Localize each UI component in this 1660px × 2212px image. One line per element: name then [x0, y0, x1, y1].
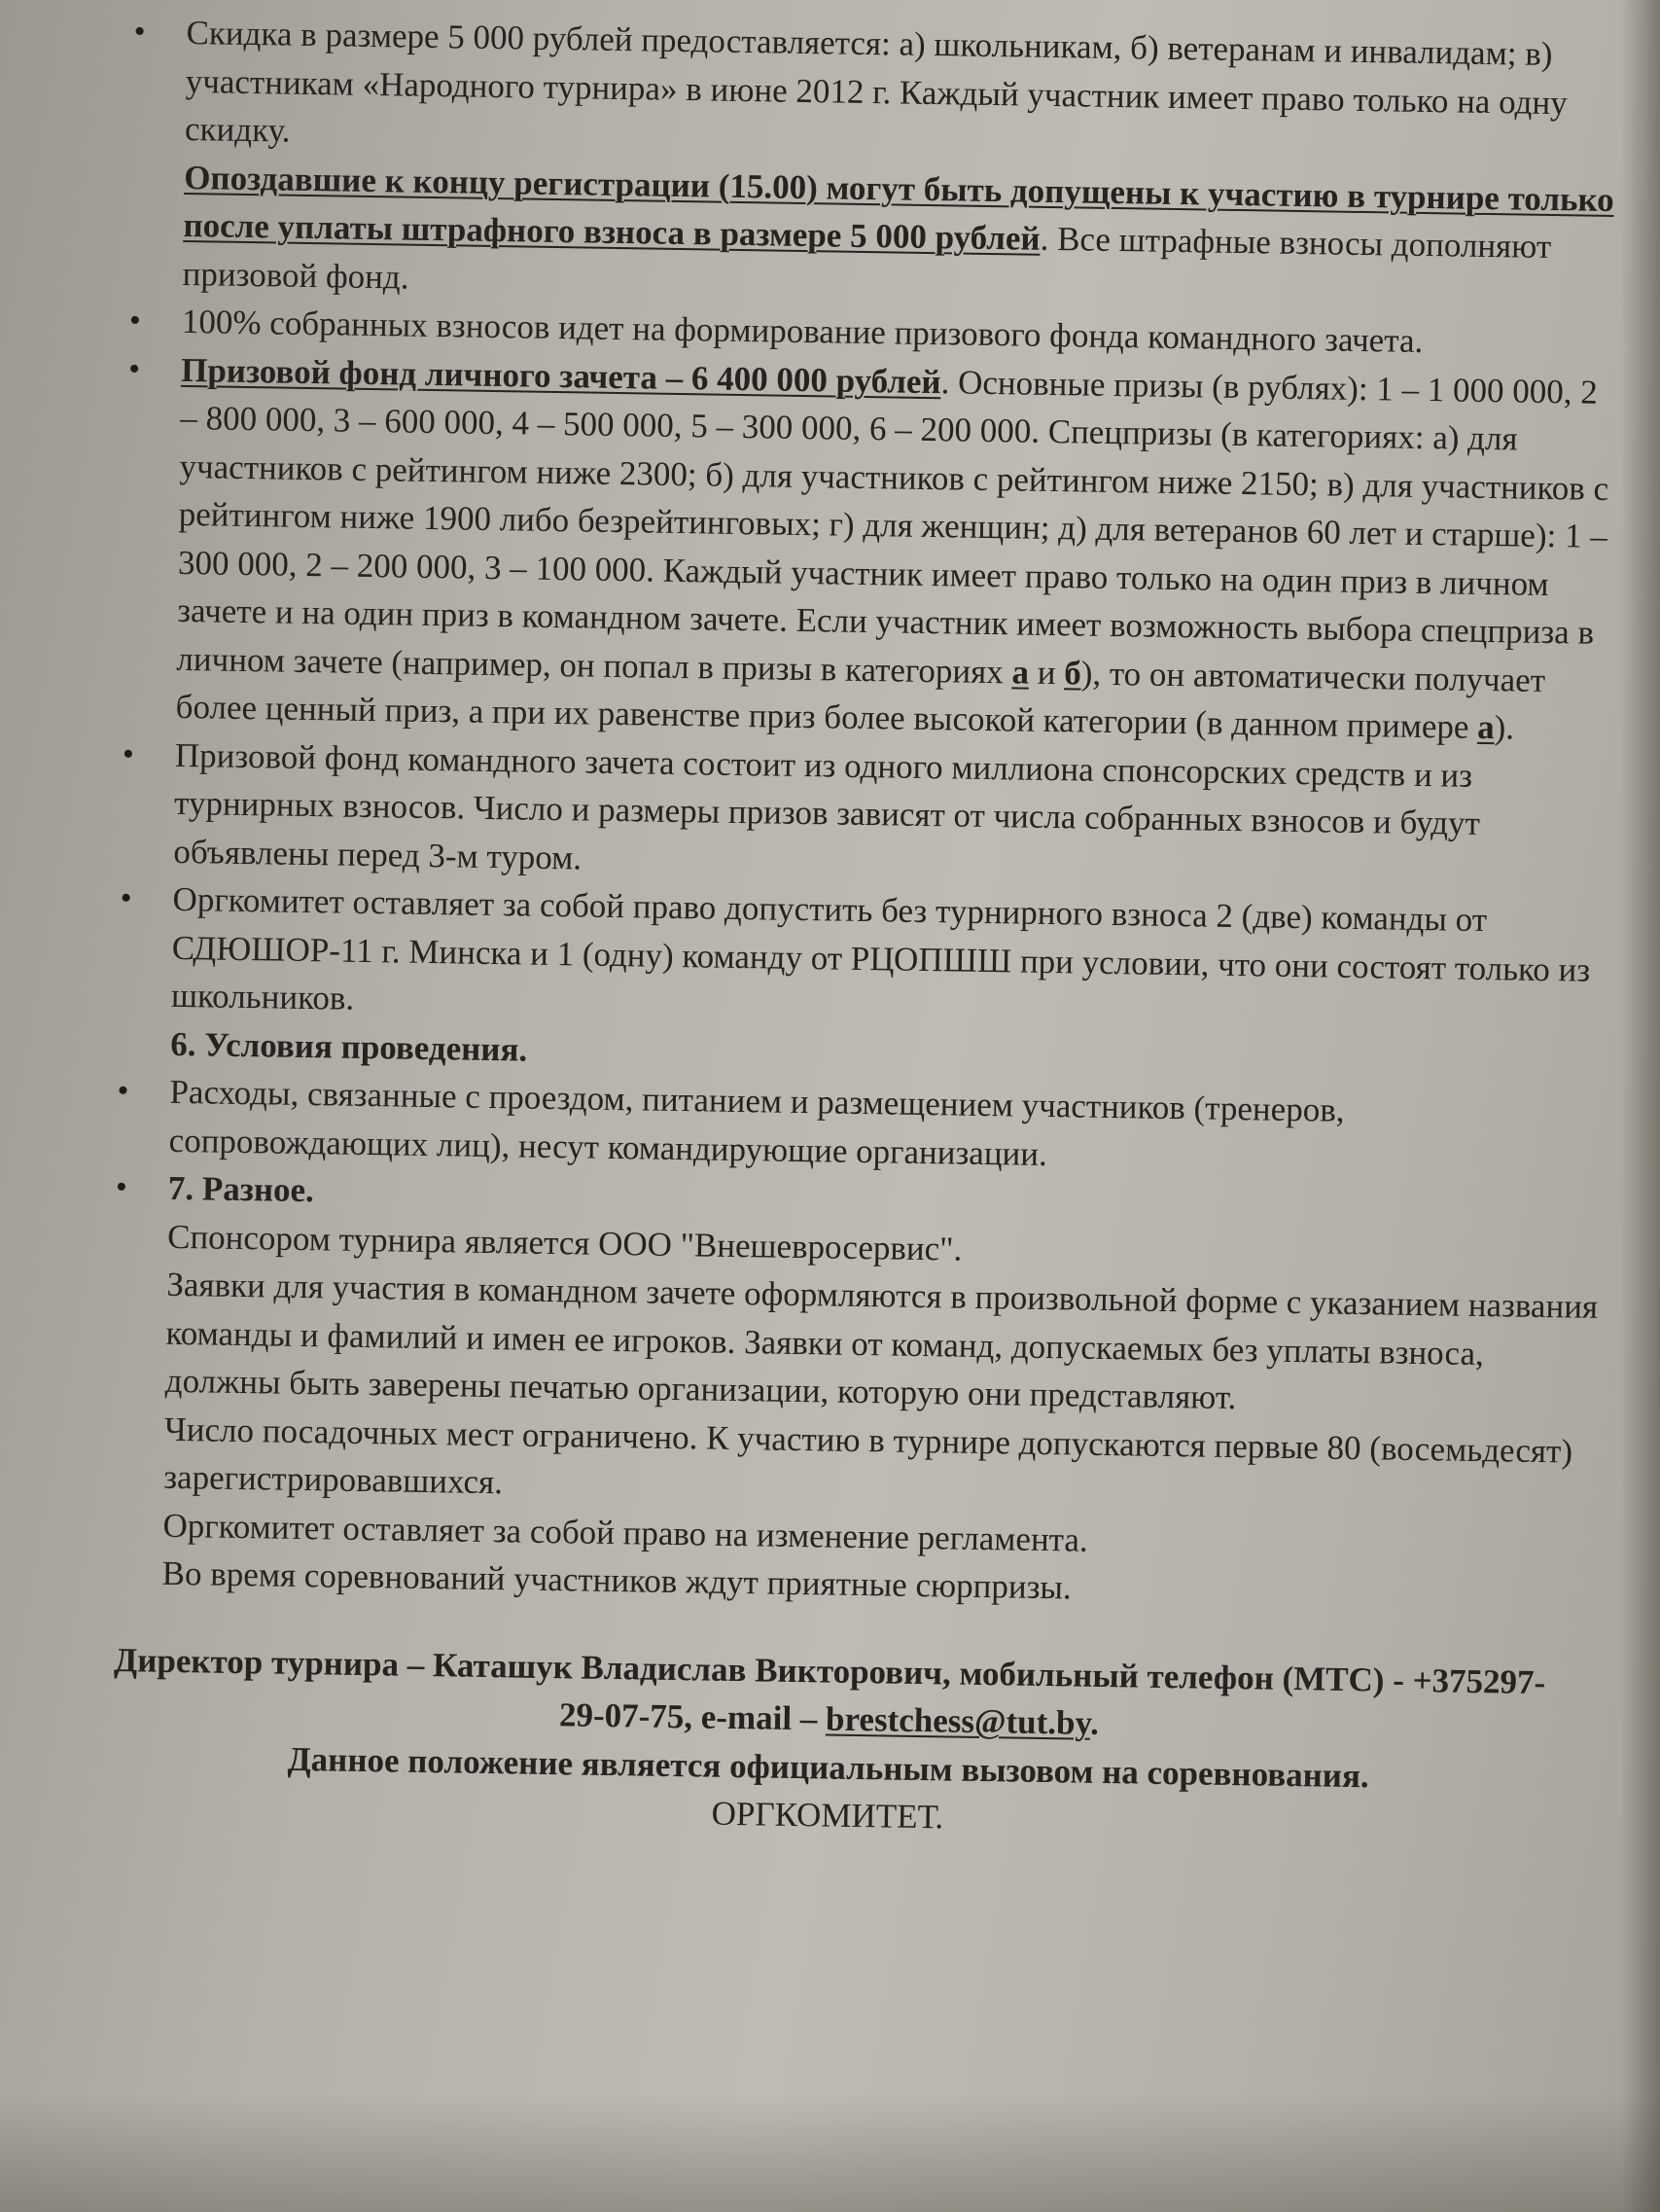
category-a-label: а: [1011, 652, 1030, 692]
seats-text: Число посадочных мест ограничено. К участию в турнире допускаются первые 80 (восемьдесят) зарегистрировавшихся.: [162, 1409, 1573, 1502]
director-text: Директор турнира – Каташук Владислав Викторович, мобильный телефон (МТС) - +375297-29-07-75, e-mail –: [113, 1640, 1546, 1738]
page-edge-shadow: [1621, 0, 1660, 2212]
document-page: [98, 8, 1624, 1851]
official-call-text: Данное положение является официальным вызовом на соревнования.: [287, 1739, 1370, 1795]
list-item-team-prize: [113, 730, 1612, 898]
email-link[interactable]: brestchess@tut.by: [825, 1699, 1091, 1742]
sponsor-text: Спонсором турнира является ООО "Внешевросервис".: [166, 1217, 963, 1268]
page-bottom-shadow: [0, 2095, 1660, 2212]
email-end: .: [1089, 1703, 1100, 1742]
personal-prize-text: [175, 345, 1618, 753]
discount-text: [185, 9, 1624, 176]
team-prize-text: • Призовой фонд командного зачета состоит из одного миллиона спонсорских средств и из турнирных взносов. Число и размеры призов зависят от числа собранных взносов и будут объявлены перед 3-м туром.: [173, 735, 1481, 876]
category-a-label-2: а: [1476, 707, 1496, 747]
personal-prize-part3: ).: [1494, 708, 1515, 747]
discount-line: Скидка в размере 5 000 рублей предоставляется: а) школьникам, б) ветеранам и инвалидам; в) участникам «Народного турнира» в июне 2012 г. Каждый участник имеет право только на одну скидку.: [184, 13, 1568, 150]
late-registration-text: [182, 153, 1621, 320]
category-b-label: б: [1063, 653, 1082, 693]
list-item-section-7: [101, 1163, 1606, 1621]
personal-prize-part2: ), то он автоматически получает более ценный приз, а при их равенстве приз более высокой категории (в данном примере: [175, 654, 1546, 746]
section-6-text: • Расходы, связанные с проездом, питанием и размещением участников (тренеров, сопровождающих лиц), несут командирующие организации.: [168, 1072, 1345, 1173]
list-item-orgcom-free: [111, 874, 1610, 1043]
team-fund-fees-text: • 100% собранных взносов идет на формирование призового фонда командного зачета.: [181, 302, 1424, 360]
personal-prize-bold: Призовой фонд личного зачета – 6 400 000 рублей: [180, 350, 941, 401]
and-text: и: [1028, 653, 1065, 692]
list-item-personal-prize: [115, 344, 1618, 753]
late-registration-rest: . Все штрафные взносы дополняют призовой фонд.: [182, 219, 1552, 297]
list-item-discount: [122, 8, 1623, 320]
personal-prize-part1: . Основные призы (в рублях): 1 – 1 000 000, 2 – 800 000, 3 – 600 000, 4 – 500 000, 5 – 300 000, 6 – 200 000. Спецпризы (в категориях: а) для участников с рейтингом ниже 2300; б) для участников с рейтингом ниже 2150; в) для участников с рейтингом ниже 1900 либо безрейтинговых; г) для женщин; д) для ветеранов 60 лет и старше): 1 – 300 000, 2 – 200 000, 3 – 100 000. Каждый участник имеет право только на один приз в личном зачете и на один приз в командном зачете. Если участник имеет возможность выбора спецприза в личном зачете (например, он попал в призы в категориях: [176, 362, 1609, 691]
orgcomittee-signature: ОРГКОМИТЕТ.: [711, 1794, 944, 1837]
footer: [98, 1635, 1599, 1851]
orgcom-free-text: • Оргкомитет оставляет за собой право допустить без турнирного взноса 2 (две) команды от СДЮШОР-11 г. Минска и 1 (одну) команду от РЦОПШШ при условии, что они состоят только из школьников.: [170, 879, 1591, 1017]
late-registration-bold: Опоздавшие к концу регистрации (15.00) могут быть допущены к участию в турнире только после уплаты штрафного взноса в размере 5 000 рублей: [183, 158, 1615, 258]
section-7-title-text: 7. Разное.: [167, 1168, 315, 1210]
surprises-text: Во время соревнований участников ждут приятные сюрпризы.: [161, 1553, 1073, 1607]
section-6-title: 6. Условия проведения.: [169, 1024, 528, 1069]
rules-change-text: Оргкомитет оставляет за собой право на изменение регламента.: [162, 1506, 1089, 1559]
applications-text: Заявки для участия в командном зачете оформляются в произвольной форме с указанием названия команды и фамилий и имен ее игроков. Заявки от команд, допускаемых без уплаты взноса, должны быть заверены печатью организации, которую они представляют.: [164, 1265, 1599, 1417]
